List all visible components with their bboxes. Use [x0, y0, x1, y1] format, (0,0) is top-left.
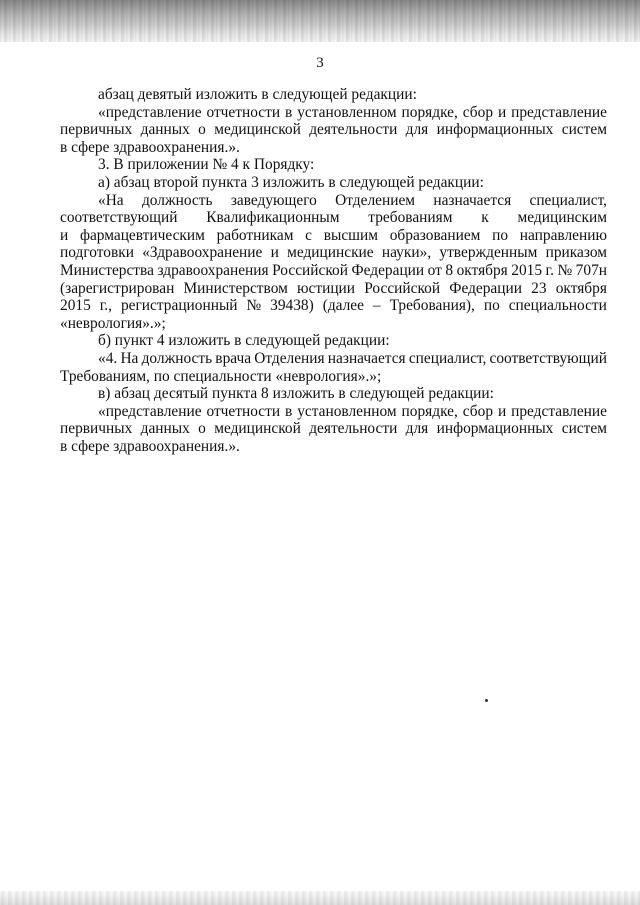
word: представление	[511, 103, 607, 121]
word: медицинские	[287, 244, 374, 262]
word: сбор	[462, 402, 494, 420]
word: отчетности	[206, 103, 281, 121]
word: информационных	[436, 420, 554, 438]
word: октября	[456, 261, 508, 279]
text-line: а) абзац второй пункта 3 изложить в следующей редакции:	[98, 173, 484, 191]
word: Министерства	[60, 261, 154, 279]
word: «Здравоохранение	[142, 244, 263, 262]
word: Российской	[364, 279, 441, 297]
word: о	[198, 420, 206, 438]
word: На	[120, 349, 139, 367]
text-line: в сфере здравоохранения.».	[60, 138, 240, 156]
word: (далее	[322, 297, 364, 315]
word: работникам	[216, 226, 294, 244]
word: Федерации	[351, 261, 425, 279]
word: №	[246, 297, 262, 315]
word: «На	[98, 191, 124, 209]
word: для	[405, 121, 429, 139]
word: с	[305, 226, 313, 244]
text-line: «неврология».»;	[60, 314, 166, 332]
text-line	[60, 244, 607, 262]
word: порядке,	[401, 402, 458, 420]
word: данных	[140, 121, 190, 139]
word: №	[557, 261, 573, 279]
word: и	[60, 226, 69, 244]
text-line	[60, 104, 607, 122]
word: по	[483, 297, 500, 315]
word: (зарегистрирован	[60, 279, 175, 297]
text-line: в сфере здравоохранения.».	[60, 437, 240, 455]
word: специальности	[508, 297, 607, 315]
text-line: 3. В приложении № 4 к Порядку:	[98, 156, 315, 174]
word: Федерации	[449, 279, 522, 297]
word: –	[372, 297, 381, 315]
word: деятельности	[309, 121, 398, 139]
word: 2015	[60, 297, 91, 315]
page-number: 3	[316, 55, 324, 71]
word: к	[481, 209, 489, 227]
word: систем	[561, 121, 607, 139]
word: октября	[555, 279, 607, 297]
word: по	[492, 226, 509, 244]
scan-speck	[485, 699, 488, 702]
word: информационных	[436, 121, 554, 139]
word: заведующего	[230, 191, 317, 209]
word: медицинской	[214, 121, 301, 139]
word: данных	[140, 420, 190, 438]
text-line	[60, 420, 607, 438]
word: деятельности	[309, 420, 398, 438]
text-line	[60, 192, 607, 210]
word: о	[198, 121, 206, 139]
word: соответствующий	[489, 349, 607, 367]
text-line: абзац девятый изложить в следующей редакции:	[98, 86, 417, 103]
word: врача	[215, 349, 252, 367]
word: должность	[141, 349, 213, 367]
word: систем	[561, 420, 607, 438]
word: 23	[531, 279, 547, 297]
word: установленном	[297, 402, 397, 420]
text-line	[60, 227, 607, 245]
text-line	[60, 350, 607, 368]
word: специалист,	[529, 191, 607, 209]
word: и	[497, 402, 507, 420]
scan-artifact-bottom	[0, 891, 640, 905]
word: первичных	[60, 121, 133, 139]
word: Требования),	[389, 297, 475, 315]
text-line	[60, 121, 607, 139]
word: юстиции	[297, 279, 356, 297]
word: 39438)	[270, 297, 314, 315]
word: подготовки	[60, 244, 134, 262]
word: и	[270, 244, 279, 262]
word: Отделения	[254, 349, 325, 367]
text-line	[60, 262, 607, 280]
scan-artifact-top	[0, 0, 640, 42]
word: Отделением	[335, 191, 416, 209]
word: 707н	[575, 261, 607, 279]
text-line	[60, 280, 607, 298]
word: первичных	[60, 420, 133, 438]
word: назначается	[327, 349, 406, 367]
word: специалист,	[408, 349, 487, 367]
word: регистрационный	[120, 297, 238, 315]
word: 2015	[511, 261, 543, 279]
text-line	[60, 297, 607, 315]
word: для	[405, 420, 429, 438]
word: Министерством	[183, 279, 288, 297]
word: «4.	[98, 349, 118, 367]
word: отчетности	[206, 402, 281, 420]
word: «представление	[98, 103, 202, 121]
word: 8	[445, 261, 454, 279]
text-line: в) абзац десятый пункта 8 изложить в следующей редакции:	[98, 385, 494, 403]
word: требованиям	[368, 209, 453, 227]
word: г.	[545, 261, 554, 279]
word: приказом	[545, 244, 607, 262]
word: здравоохранения	[157, 261, 269, 279]
word: назначается	[433, 191, 512, 209]
word: порядке,	[401, 103, 458, 121]
word: сбор	[462, 103, 494, 121]
word: установленном	[297, 103, 397, 121]
word: г.,	[99, 297, 113, 315]
word: в	[285, 402, 293, 420]
word: и	[497, 103, 507, 121]
word: направлению	[519, 226, 607, 244]
word: фармацевтическим	[79, 226, 205, 244]
word: от	[427, 261, 442, 279]
text-line: б) пункт 4 изложить в следующей редакции:	[98, 332, 390, 350]
word: утвержденным	[439, 244, 538, 262]
word: соответствующий	[60, 209, 178, 227]
word: медицинской	[214, 420, 301, 438]
word: медицинским	[517, 209, 607, 227]
word: представление	[511, 402, 607, 420]
word: Квалификационным	[206, 209, 340, 227]
word: Российской	[272, 261, 348, 279]
text-line: Требованиям, по специальности «неврология».»;	[60, 367, 382, 385]
word: в	[285, 103, 293, 121]
text-line	[60, 403, 607, 421]
word: «представление	[98, 402, 202, 420]
word: науки»,	[381, 244, 432, 262]
document-body	[60, 86, 607, 455]
word: должность	[141, 191, 213, 209]
word: высшим	[323, 226, 378, 244]
text-line	[60, 209, 607, 227]
word: образованием	[389, 226, 481, 244]
